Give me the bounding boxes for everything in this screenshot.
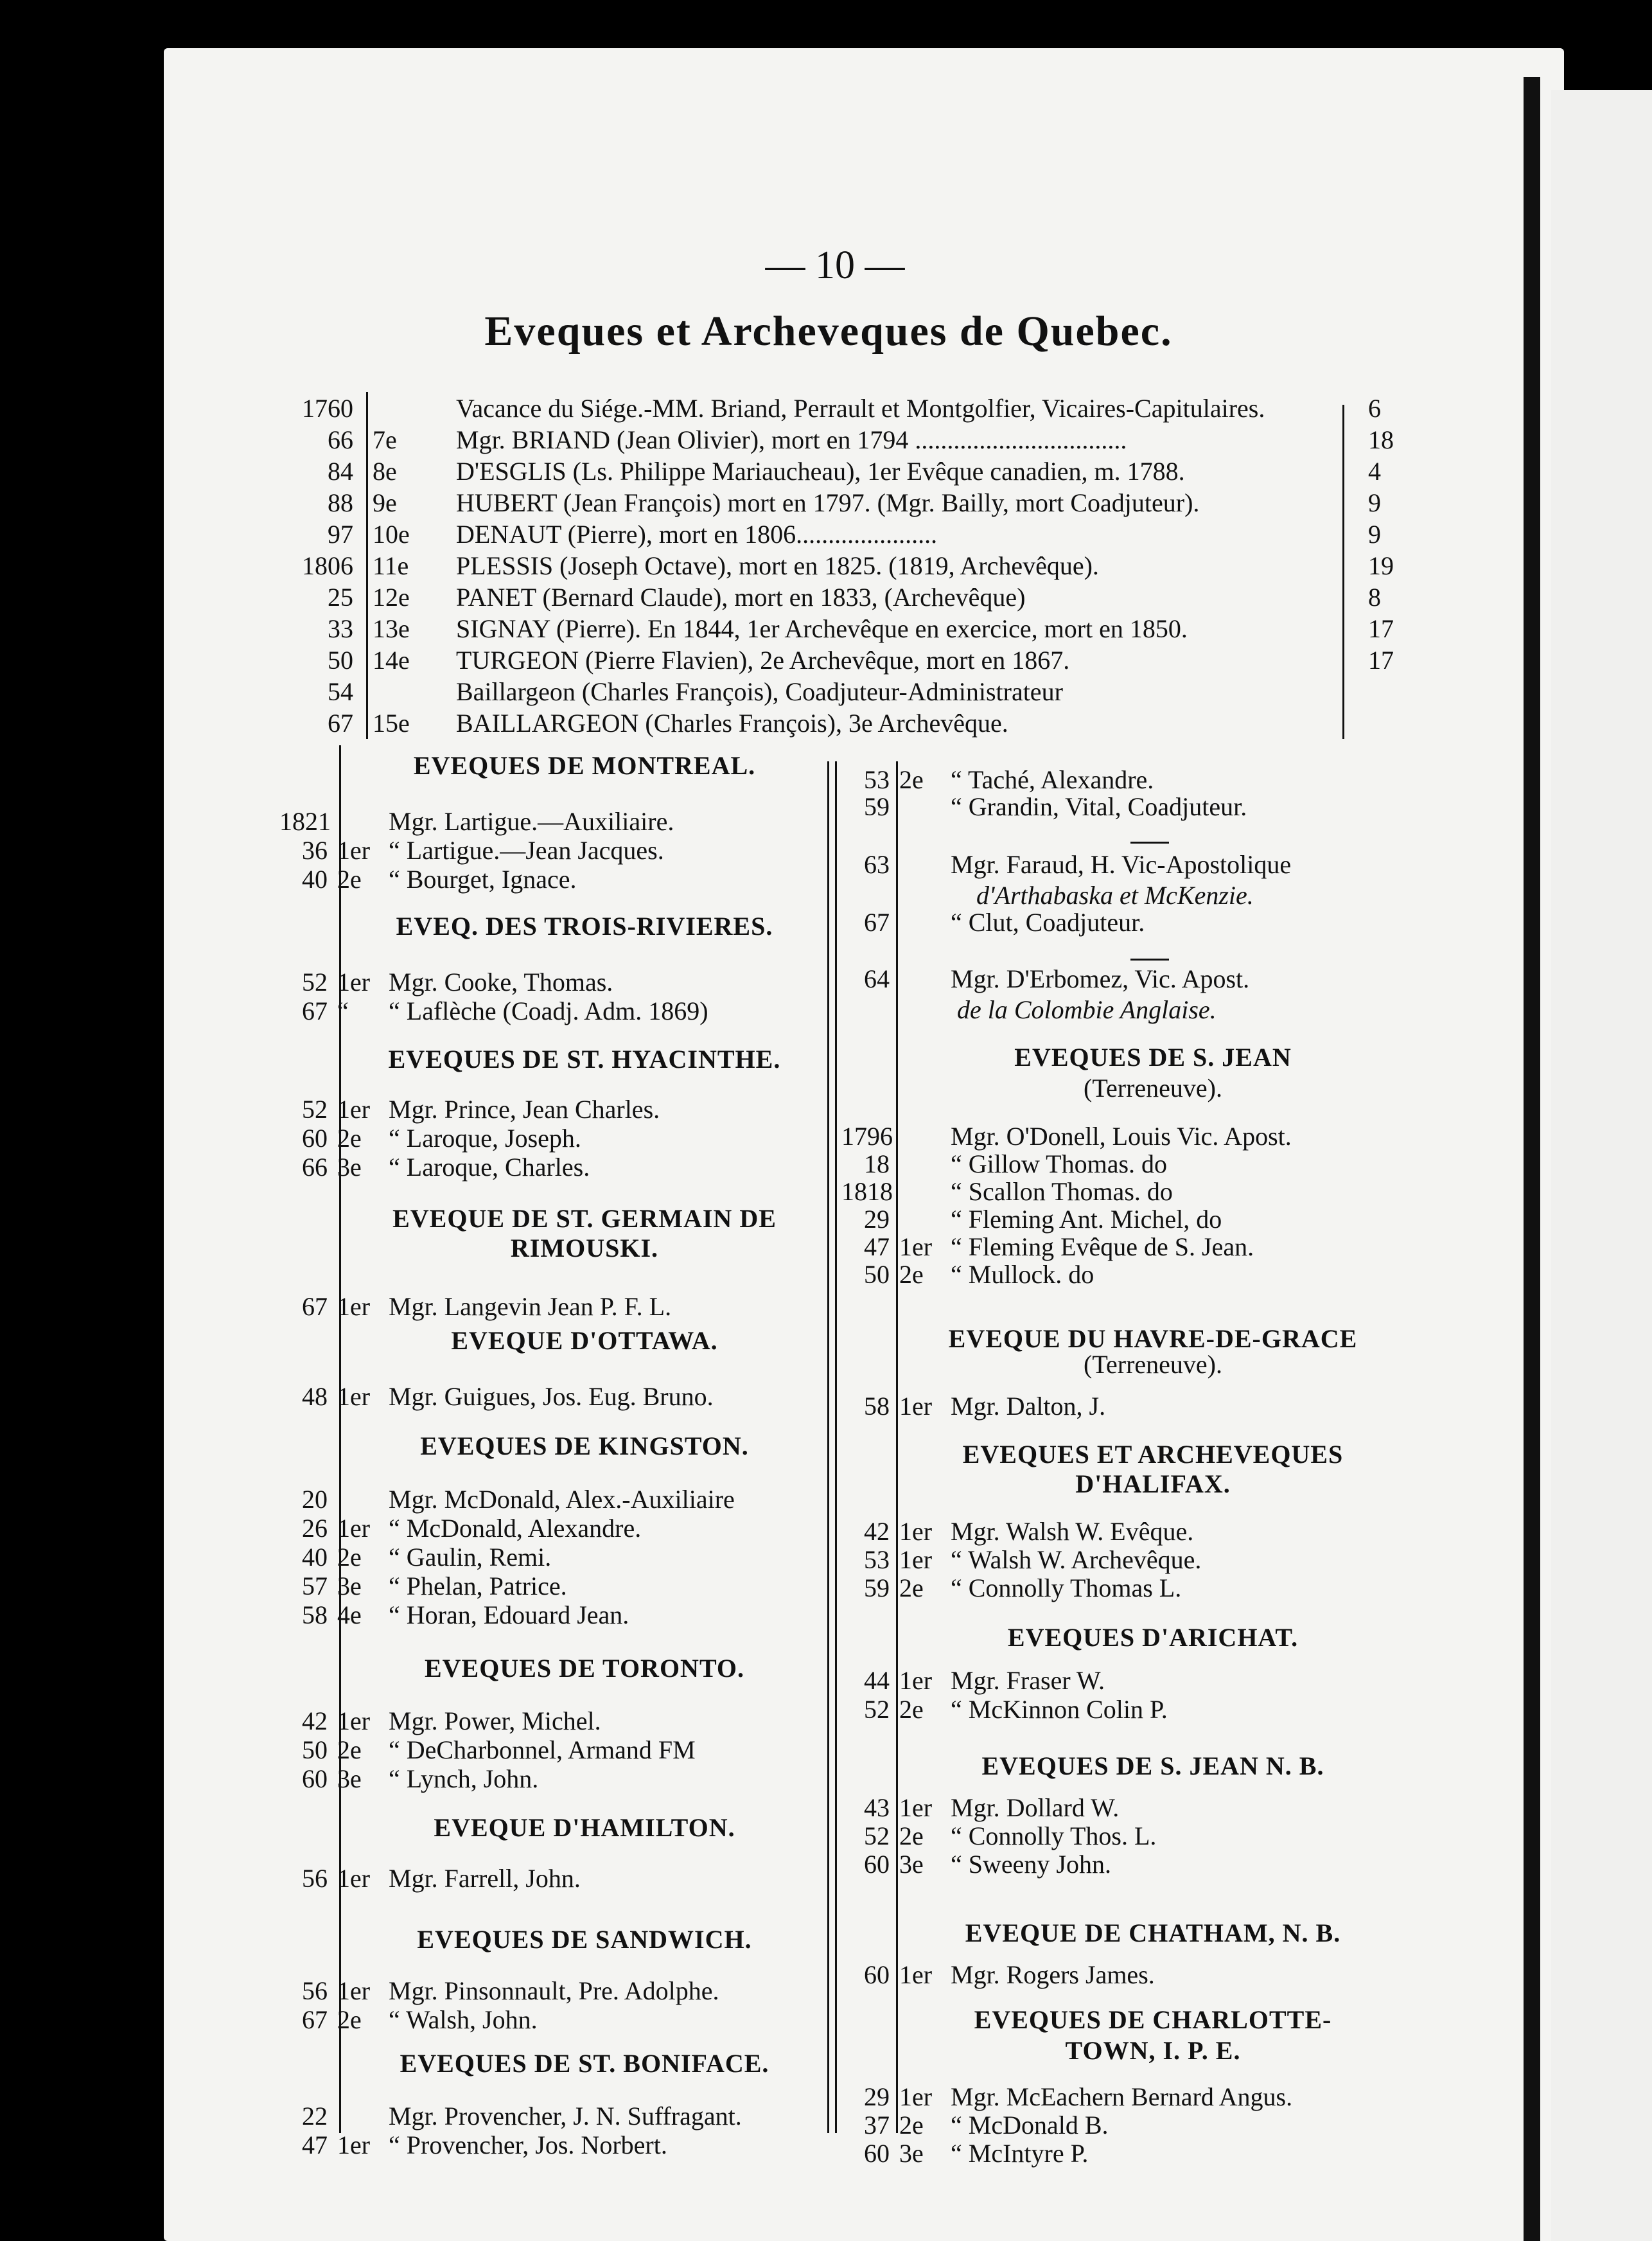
entry-name: Mgr. McDonald, Alex.-Auxiliaire bbox=[389, 1485, 735, 1514]
entry-order: 1er bbox=[899, 1517, 933, 1546]
quebec-entry bbox=[244, 708, 1400, 741]
entry-name: “ Lynch, John. bbox=[389, 1764, 539, 1793]
entry-order: 1er bbox=[899, 1960, 933, 1989]
entry-name: Mgr. Provencher, J. N. Suffragant. bbox=[389, 2102, 742, 2130]
entry-order: 3e bbox=[899, 1850, 924, 1879]
entry-year: 59 bbox=[864, 792, 890, 821]
entry-year: 20 bbox=[302, 1485, 328, 1514]
entry-year: 1760 bbox=[302, 394, 353, 423]
section-heading: EVEQUE DU HAVRE-DE-GRACE bbox=[948, 1324, 1358, 1353]
entry-year: 1806 bbox=[302, 551, 353, 580]
entry-name: “ McDonald, Alexandre. bbox=[389, 1514, 642, 1543]
entry-name: Mgr. Langevin Jean P. F. L. bbox=[389, 1292, 672, 1321]
entry-name: “ Taché, Alexandre. bbox=[951, 765, 1154, 794]
entry-page: 4 bbox=[1368, 457, 1381, 486]
entry-year: 52 bbox=[864, 1821, 890, 1850]
quebec-entry bbox=[244, 519, 1400, 553]
entry-year: 67 bbox=[328, 709, 353, 738]
list-item bbox=[841, 1391, 1419, 1423]
list-item bbox=[841, 907, 1419, 939]
entry-year: 44 bbox=[864, 1666, 890, 1695]
entry-text: SIGNAY (Pierre). En 1844, 1er Archevêque en exercice, mort en 1850. bbox=[456, 614, 1188, 643]
list-item bbox=[841, 1960, 1419, 1992]
section-heading: EVEQUE DE CHATHAM, N. B. bbox=[965, 1918, 1341, 1947]
entry-year: 48 bbox=[302, 1382, 328, 1411]
quebec-entry bbox=[244, 582, 1400, 616]
entry-name: Mgr. Rogers James. bbox=[951, 1960, 1155, 1989]
list-item bbox=[279, 806, 857, 838]
section-heading: EVEQUES DE ST. BONIFACE. bbox=[400, 2049, 769, 2078]
section-heading: EVEQUES DE SANDWICH. bbox=[417, 1925, 752, 1954]
entry-text: PLESSIS (Joseph Octave), mort en 1825. (1819, Archevêque). bbox=[456, 551, 1099, 580]
list-item bbox=[279, 864, 857, 896]
entry-order: 2e bbox=[899, 1260, 924, 1289]
entry-text: BAILLARGEON (Charles François), 3e Archevêque. bbox=[456, 709, 1008, 738]
entry-year: 52 bbox=[302, 968, 328, 996]
section-heading: EVEQUE DE ST. GERMAIN DE bbox=[392, 1204, 777, 1233]
list-item bbox=[841, 1821, 1419, 1853]
entry-year: 42 bbox=[864, 1517, 890, 1546]
entry-year: 29 bbox=[864, 2082, 890, 2111]
entry-year: 18 bbox=[864, 1149, 890, 1178]
entry-page: 8 bbox=[1368, 583, 1381, 612]
list-item bbox=[841, 1849, 1419, 1881]
entry-order: 2e bbox=[337, 1124, 362, 1153]
list-item bbox=[279, 1123, 857, 1155]
entry-year: 29 bbox=[864, 1205, 890, 1234]
entry-year: 54 bbox=[328, 677, 353, 706]
entry-order: 8e bbox=[373, 457, 397, 486]
entry-order: 1er bbox=[899, 1545, 933, 1574]
entry-name: “ McIntyre P. bbox=[951, 2139, 1089, 2168]
list-item bbox=[279, 835, 857, 867]
entry-name: Mgr. Lartigue.—Auxiliaire. bbox=[389, 807, 674, 836]
list-item bbox=[841, 1694, 1419, 1726]
next-page-edge bbox=[1551, 90, 1652, 2241]
section-rule bbox=[1130, 959, 1169, 961]
entry-order: 1er bbox=[337, 1292, 371, 1321]
entry-order: 2e bbox=[899, 2111, 924, 2139]
quebec-entry bbox=[244, 425, 1400, 458]
entry-name: Mgr. Faraud, H. Vic-Apostolique bbox=[951, 850, 1292, 879]
entry-name: “ Fleming Evêque de S. Jean. bbox=[951, 1232, 1254, 1261]
entry-year: 67 bbox=[864, 908, 890, 937]
section-heading: D'HALIFAX. bbox=[1075, 1469, 1231, 1498]
list-item bbox=[841, 1665, 1419, 1697]
entry-order: 3e bbox=[899, 2139, 924, 2168]
entry-page: 18 bbox=[1368, 425, 1394, 454]
entry-name: “ Gillow Thomas. do bbox=[951, 1149, 1168, 1178]
section-heading: EVEQUES DE S. JEAN N. B. bbox=[981, 1751, 1324, 1780]
entry-year: 52 bbox=[302, 1095, 328, 1124]
entry-order: 1er bbox=[337, 1706, 371, 1735]
section-heading: EVEQUE D'HAMILTON. bbox=[434, 1813, 735, 1842]
entry-name: “ Laroque, Charles. bbox=[389, 1153, 590, 1182]
entry-order: 1er bbox=[899, 1232, 933, 1261]
binding-spine bbox=[1524, 77, 1540, 2241]
entry-name: “ Scallon Thomas. do bbox=[951, 1177, 1173, 1206]
entry-order: 9e bbox=[373, 488, 397, 517]
list-item bbox=[279, 1706, 857, 1738]
entry-order: 14e bbox=[373, 646, 410, 675]
section-heading: EVEQUES DE MONTREAL. bbox=[413, 751, 756, 780]
entry-name: Mgr. Dalton, J. bbox=[951, 1392, 1106, 1421]
page-title: Eveques et Archeveques de Quebec. bbox=[484, 308, 1173, 355]
section-heading: EVEQUES ET ARCHEVEQUES bbox=[962, 1440, 1344, 1469]
entry-year: 43 bbox=[864, 1793, 890, 1822]
entry-order: 1er bbox=[337, 2130, 371, 2159]
list-item bbox=[841, 1545, 1419, 1577]
entry-page: 19 bbox=[1368, 551, 1394, 580]
list-item bbox=[279, 1863, 857, 1895]
entry-name: “ Clut, Coadjuteur. bbox=[951, 908, 1145, 937]
entry-order: 1er bbox=[337, 968, 371, 996]
entry-year: 67 bbox=[302, 2005, 328, 2034]
entry-text: TURGEON (Pierre Flavien), 2e Archevêque, mort en 1867. bbox=[456, 646, 1070, 675]
entry-name: Mgr. D'Erbomez, Vic. Apost. bbox=[951, 964, 1250, 993]
list-item bbox=[279, 1735, 857, 1767]
list-item bbox=[841, 1573, 1419, 1605]
entry-order: 1er bbox=[899, 1392, 933, 1421]
entry-order: 2e bbox=[337, 1543, 362, 1572]
entry-order: 2e bbox=[899, 1821, 924, 1850]
entry-order: 12e bbox=[373, 583, 410, 612]
entry-year: 67 bbox=[302, 996, 328, 1025]
entry-order: 11e bbox=[373, 551, 409, 580]
list-item bbox=[279, 1571, 857, 1603]
list-item bbox=[279, 2130, 857, 2162]
entry-year: 37 bbox=[864, 2111, 890, 2139]
entry-text: PANET (Bernard Claude), mort en 1833, (Archevêque) bbox=[456, 583, 1026, 612]
quebec-entry bbox=[244, 488, 1400, 521]
entry-year: 60 bbox=[864, 1960, 890, 1989]
entry-order: 2e bbox=[899, 765, 924, 794]
entry-name: Mgr. O'Donell, Louis Vic. Apost. bbox=[951, 1122, 1292, 1151]
entry-order: 3e bbox=[337, 1764, 362, 1793]
entry-text: HUBERT (Jean François) mort en 1797. (Mgr. Bailly, mort Coadjuteur). bbox=[456, 488, 1200, 517]
entry-order: 2e bbox=[899, 1695, 924, 1724]
section-heading: EVEQUES DE ST. HYACINTHE. bbox=[388, 1045, 781, 1074]
entry-name: “ Laroque, Joseph. bbox=[389, 1124, 581, 1153]
entry-page: 17 bbox=[1368, 614, 1394, 643]
entry-page: 9 bbox=[1368, 520, 1381, 549]
entry-year: 97 bbox=[328, 520, 353, 549]
entry-name: “ Provencher, Jos. Norbert. bbox=[389, 2130, 667, 2159]
entry-year: 53 bbox=[864, 765, 890, 794]
list-item bbox=[279, 1764, 857, 1796]
list-item bbox=[841, 849, 1419, 881]
entry-year: 56 bbox=[302, 1864, 328, 1893]
entry-order: 13e bbox=[373, 614, 410, 643]
entry-name: Mgr. Farrell, John. bbox=[389, 1864, 581, 1893]
list-item bbox=[841, 792, 1419, 824]
entry-name: “ Fleming Ant. Michel, do bbox=[951, 1205, 1222, 1234]
entry-year: 58 bbox=[864, 1392, 890, 1421]
list-item bbox=[279, 1094, 857, 1126]
entry-year: 1818 bbox=[841, 1177, 893, 1206]
page-number: — 10 — bbox=[765, 244, 905, 287]
entry-name: “ Bourget, Ignace. bbox=[389, 865, 577, 894]
entry-name: Mgr. Prince, Jean Charles. bbox=[389, 1095, 660, 1124]
section-heading: EVEQUES DE KINGSTON. bbox=[420, 1431, 749, 1460]
entry-year: 59 bbox=[864, 1573, 890, 1602]
entry-page: 17 bbox=[1368, 646, 1394, 675]
entry-text: D'ESGLIS (Ls. Philippe Mariaucheau), 1er Evêque canadien, m. 1788. bbox=[456, 457, 1185, 486]
entry-name: “ McDonald B. bbox=[951, 2111, 1109, 2139]
section-heading: EVEQUES DE CHARLOTTE- bbox=[974, 2005, 1332, 2034]
entry-subtitle: d'Arthabaska et McKenzie. bbox=[976, 881, 1254, 910]
entry-order: 2e bbox=[337, 1735, 362, 1764]
quebec-entry bbox=[244, 456, 1400, 490]
quebec-entry bbox=[244, 614, 1400, 647]
entry-name: “ Sweeny John. bbox=[951, 1850, 1111, 1879]
entry-name: Mgr. Cooke, Thomas. bbox=[389, 968, 613, 996]
list-item bbox=[279, 996, 857, 1028]
entry-order: 15e bbox=[373, 709, 410, 738]
entry-order: 1er bbox=[899, 1793, 933, 1822]
entry-name: Mgr. Power, Michel. bbox=[389, 1706, 601, 1735]
quebec-entry bbox=[244, 645, 1400, 678]
entry-order: 1er bbox=[899, 2082, 933, 2111]
entry-year: 36 bbox=[302, 836, 328, 865]
list-item bbox=[279, 1542, 857, 1574]
entry-name: Mgr. McEachern Bernard Angus. bbox=[951, 2082, 1293, 2111]
entry-year: 1821 bbox=[279, 807, 331, 836]
entry-name: “ Connolly Thomas L. bbox=[951, 1573, 1182, 1602]
section-heading: EVEQUE D'OTTAWA. bbox=[451, 1326, 718, 1355]
section-subheading: (Terreneuve). bbox=[1084, 1074, 1222, 1103]
entry-year: 40 bbox=[302, 1543, 328, 1572]
entry-order: 1er bbox=[899, 1666, 933, 1695]
entry-year: 40 bbox=[302, 865, 328, 894]
entry-name: “ McKinnon Colin P. bbox=[951, 1695, 1168, 1724]
entry-year: 88 bbox=[328, 488, 353, 517]
entry-page: 9 bbox=[1368, 488, 1381, 517]
list-item bbox=[841, 964, 1419, 996]
list-item bbox=[279, 1484, 857, 1516]
quebec-entry bbox=[244, 677, 1400, 710]
quebec-entry bbox=[244, 551, 1400, 584]
entry-year: 67 bbox=[302, 1292, 328, 1321]
entry-year: 33 bbox=[328, 614, 353, 643]
entry-year: 60 bbox=[302, 1124, 328, 1153]
entry-order: 7e bbox=[373, 425, 397, 454]
entry-order: 1er bbox=[337, 836, 371, 865]
entry-order: “ bbox=[337, 996, 349, 1025]
entry-name: “ Grandin, Vital, Coadjuteur. bbox=[951, 792, 1247, 821]
entry-order: 10e bbox=[373, 520, 410, 549]
list-item bbox=[279, 2005, 857, 2037]
entry-order: 4e bbox=[337, 1600, 362, 1629]
entry-name: “ Lartigue.—Jean Jacques. bbox=[389, 836, 664, 865]
list-item bbox=[279, 1152, 857, 1184]
entry-year: 22 bbox=[302, 2102, 328, 2130]
list-item bbox=[841, 2138, 1419, 2170]
section-rule bbox=[1130, 842, 1169, 844]
entry-year: 56 bbox=[302, 1976, 328, 2005]
entry-name: “ Phelan, Patrice. bbox=[389, 1572, 567, 1600]
entry-order: 1er bbox=[337, 1976, 371, 2005]
section-subheading: (Terreneuve). bbox=[1084, 1350, 1222, 1379]
entry-year: 63 bbox=[864, 850, 890, 879]
entry-year: 50 bbox=[328, 646, 353, 675]
list-item bbox=[841, 1793, 1419, 1825]
entry-name: “ Horan, Edouard Jean. bbox=[389, 1600, 629, 1629]
list-item bbox=[279, 1291, 857, 1324]
entry-year: 84 bbox=[328, 457, 353, 486]
entry-name: “ Mullock. do bbox=[951, 1260, 1094, 1289]
entry-year: 50 bbox=[864, 1260, 890, 1289]
entry-year: 47 bbox=[864, 1232, 890, 1261]
entry-year: 42 bbox=[302, 1706, 328, 1735]
section-heading: TOWN, I. P. E. bbox=[1065, 2036, 1241, 2065]
list-item bbox=[841, 2082, 1419, 2114]
entry-name: Mgr. Dollard W. bbox=[951, 1793, 1120, 1822]
entry-year: 47 bbox=[302, 2130, 328, 2159]
entry-order: 2e bbox=[337, 865, 362, 894]
section-heading: EVEQUES D'ARICHAT. bbox=[1007, 1623, 1299, 1652]
entry-year: 1796 bbox=[841, 1122, 893, 1151]
entry-year: 66 bbox=[328, 425, 353, 454]
section-heading: EVEQ. DES TROIS-RIVIERES. bbox=[396, 912, 773, 941]
list-item bbox=[279, 1381, 857, 1413]
entry-name: “ Walsh W. Archevêque. bbox=[951, 1545, 1202, 1574]
entry-name: “ Walsh, John. bbox=[389, 2005, 538, 2034]
entry-year: 60 bbox=[864, 1850, 890, 1879]
entry-name: “ Gaulin, Remi. bbox=[389, 1543, 552, 1572]
list-item bbox=[279, 1513, 857, 1545]
entry-subtitle: de la Colombie Anglaise. bbox=[957, 995, 1217, 1024]
list-item bbox=[279, 2101, 857, 2133]
quebec-entry bbox=[244, 393, 1400, 427]
entry-year: 64 bbox=[864, 964, 890, 993]
entry-name: Mgr. Pinsonnault, Pre. Adolphe. bbox=[389, 1976, 719, 2005]
entry-year: 50 bbox=[302, 1735, 328, 1764]
entry-order: 1er bbox=[337, 1382, 371, 1411]
entry-name: Mgr. Fraser W. bbox=[951, 1666, 1105, 1695]
entry-year: 57 bbox=[302, 1572, 328, 1600]
entry-name: “ Connolly Thos. L. bbox=[951, 1821, 1157, 1850]
entry-text: Baillargeon (Charles François), Coadjuteur-Administrateur bbox=[456, 677, 1063, 706]
list-item bbox=[279, 967, 857, 999]
list-item bbox=[841, 1259, 1419, 1291]
entry-text: DENAUT (Pierre), mort en 1806...................... bbox=[456, 520, 938, 549]
entry-year: 60 bbox=[864, 2139, 890, 2168]
entry-year: 26 bbox=[302, 1514, 328, 1543]
entry-order: 1er bbox=[337, 1095, 371, 1124]
entry-year: 58 bbox=[302, 1600, 328, 1629]
entry-order: 2e bbox=[337, 2005, 362, 2034]
entry-order: 1er bbox=[337, 1864, 371, 1893]
list-item bbox=[279, 1976, 857, 2008]
entry-name: Mgr. Walsh W. Evêque. bbox=[951, 1517, 1194, 1546]
entry-order: 2e bbox=[899, 1573, 924, 1602]
entry-order: 3e bbox=[337, 1572, 362, 1600]
section-heading: EVEQUES DE S. JEAN bbox=[1014, 1043, 1292, 1072]
list-item bbox=[841, 1516, 1419, 1548]
entry-name: Mgr. Guigues, Jos. Eug. Bruno. bbox=[389, 1382, 714, 1411]
entry-year: 52 bbox=[864, 1695, 890, 1724]
section-heading: EVEQUES DE TORONTO. bbox=[424, 1654, 745, 1683]
entry-order: 1er bbox=[337, 1514, 371, 1543]
entry-order: 3e bbox=[337, 1153, 362, 1182]
entry-name: “ DeCharbonnel, Armand FM bbox=[389, 1735, 696, 1764]
list-item bbox=[841, 2110, 1419, 2142]
entry-text: Mgr. BRIAND (Jean Olivier), mort en 1794 ................................. bbox=[456, 425, 1127, 454]
list-item bbox=[279, 1600, 857, 1632]
entry-year: 53 bbox=[864, 1545, 890, 1574]
entry-page: 6 bbox=[1368, 394, 1381, 423]
entry-text: Vacance du Siége.-MM. Briand, Perrault et Montgolfier, Vicaires-Capitulaires. bbox=[456, 394, 1265, 423]
section-heading: RIMOUSKI. bbox=[510, 1234, 659, 1262]
entry-name: “ Laflèche (Coadj. Adm. 1869) bbox=[389, 996, 708, 1025]
entry-year: 25 bbox=[328, 583, 353, 612]
entry-year: 60 bbox=[302, 1764, 328, 1793]
entry-year: 66 bbox=[302, 1153, 328, 1182]
